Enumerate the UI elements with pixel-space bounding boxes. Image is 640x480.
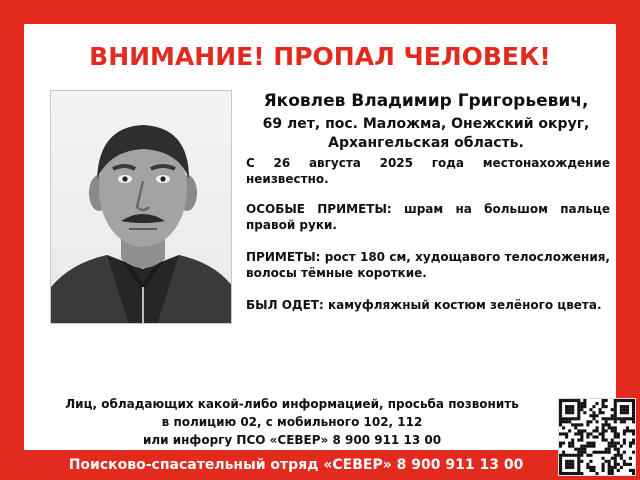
clothing [246, 297, 610, 313]
signs-text: рост 180 см, худощавого телосложения, волосы тёмные короткие. [246, 250, 610, 280]
signs [246, 249, 610, 281]
poster-card [24, 24, 616, 450]
contact-line-1: Лиц, обладающих какой-либо информацией, просьба позвонить [65, 397, 519, 411]
footer-banner: Поисково-спасательный отряд «СЕВЕР» 8 900 911 13 00 [68, 457, 524, 473]
clothing-label: БЫЛ ОДЕТ: [246, 298, 324, 312]
contact-info [24, 395, 560, 449]
contact-line-3: или инфоргу ПСО «СЕВЕР» 8 900 911 13 00 [142, 433, 442, 447]
person-region: Архангельская область. [328, 135, 524, 151]
signs-label: ПРИМЕТЫ: [246, 250, 321, 264]
missing-since-text: С 26 августа 2025 года местонахождение неизвестно. [246, 156, 610, 186]
special-signs-text: шрам на большом пальце правой руки. [246, 202, 611, 232]
person-photo [50, 90, 232, 324]
clothing-text: камуфляжный костюм зелёного цвета. [323, 298, 602, 312]
special-signs-label: ОСОБЫЕ ПРИМЕТЫ: [246, 202, 392, 216]
contact-line-2: в полицию 02, с мобильного 102, 112 [161, 415, 423, 429]
poster-headline: ВНИМАНИЕ! ПРОПАЛ ЧЕЛОВЕК! [89, 42, 551, 71]
qr-code[interactable] [558, 398, 636, 476]
person-age-location: 69 лет, пос. Маложма, Онежский округ, [262, 116, 590, 132]
qr-code-graphic [559, 399, 635, 475]
special-signs [246, 201, 610, 233]
person-name: Яковлев Владимир Григорьевич, [263, 91, 589, 111]
